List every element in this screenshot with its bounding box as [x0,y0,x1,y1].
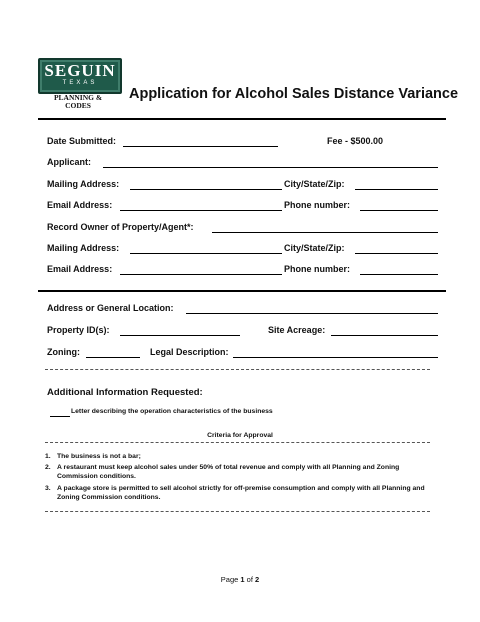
criteria-text: A package store is permitted to sell alcohol strictly for off-premise consumption and comply with all Planning and Zoning Commission conditions. [57,484,425,501]
dashed-separator-2 [45,442,430,443]
criteria-heading: Criteria for Approval [207,432,273,439]
city-state-zip-1-label: City/State/Zip: [284,179,345,189]
record-owner-field[interactable] [212,232,438,233]
logo-city-name: SEGUIN [44,61,116,80]
letter-check-field[interactable] [50,416,70,417]
mailing-address-1-field[interactable] [130,189,282,190]
mailing-address-2-field[interactable] [130,253,282,254]
page-of: of [244,575,256,584]
department-name [38,94,118,110]
page-prefix: Page [220,575,241,584]
email-address-2-label: Email Address: [47,264,113,274]
zoning-field[interactable] [86,357,140,358]
record-owner-label: Record Owner of Property/Agent*: [47,222,194,232]
criteria-text: The business is not a bar; [57,453,141,460]
applicant-label: Applicant: [47,157,91,167]
seguin-logo [38,58,122,94]
criteria-item [45,452,435,461]
phone-number-2-label: Phone number: [284,264,351,274]
dashed-separator-3 [45,511,430,512]
email-address-1-label: Email Address: [47,200,113,210]
letter-requirement: Letter describing the operation characteristics of the business [71,408,273,415]
phone-number-1-field[interactable] [360,210,438,211]
criteria-item [45,484,435,502]
criteria-number: 1. [45,453,51,460]
page-title: Application for Alcohol Sales Distance Variance [129,86,459,102]
city-state-zip-1-field[interactable] [355,189,438,190]
mailing-address-2-label: Mailing Address: [47,243,120,253]
applicant-field[interactable] [103,167,438,168]
phone-number-2-field[interactable] [360,274,438,275]
address-location-label: Address or General Location: [47,303,174,313]
section-divider [38,290,446,292]
criteria-text: A restaurant must keep alcohol sales under 50% of total revenue and comply with all Planning and Zoning Commission conditions. [57,464,400,481]
additional-info-heading: Additional Information Requested: [47,387,203,398]
legal-description-label: Legal Description: [150,347,229,357]
site-acreage-field[interactable] [331,335,438,336]
property-id-label: Property ID(s): [47,325,110,335]
zoning-label: Zoning: [47,347,80,357]
header-divider [38,118,446,120]
site-acreage-label: Site Acreage: [268,325,326,335]
date-submitted-field[interactable] [123,146,278,147]
criteria-number: 3. [45,484,51,492]
department-line-2: CODES [65,101,91,110]
address-location-field[interactable] [186,313,438,314]
fee-label: Fee - $500.00 [327,136,384,146]
mailing-address-1-label: Mailing Address: [47,179,120,189]
email-address-1-field[interactable] [120,210,282,211]
page-total: 2 [255,575,260,584]
criteria-number: 2. [45,464,51,472]
logo-state-name: TEXAS [62,80,98,86]
phone-number-1-label: Phone number: [284,200,351,210]
city-state-zip-2-field[interactable] [355,253,438,254]
legal-description-field[interactable] [233,357,438,358]
criteria-item [45,463,435,481]
city-state-zip-2-label: City/State/Zip: [284,243,345,253]
page-number [0,575,480,584]
date-submitted-label: Date Submitted: [47,136,117,146]
department-line-1: PLANNING & [53,93,103,102]
criteria-list [45,452,435,504]
email-address-2-field[interactable] [120,274,282,275]
property-id-field[interactable] [120,335,240,336]
dashed-separator-1 [45,369,430,370]
page-current: 1 [240,575,245,584]
